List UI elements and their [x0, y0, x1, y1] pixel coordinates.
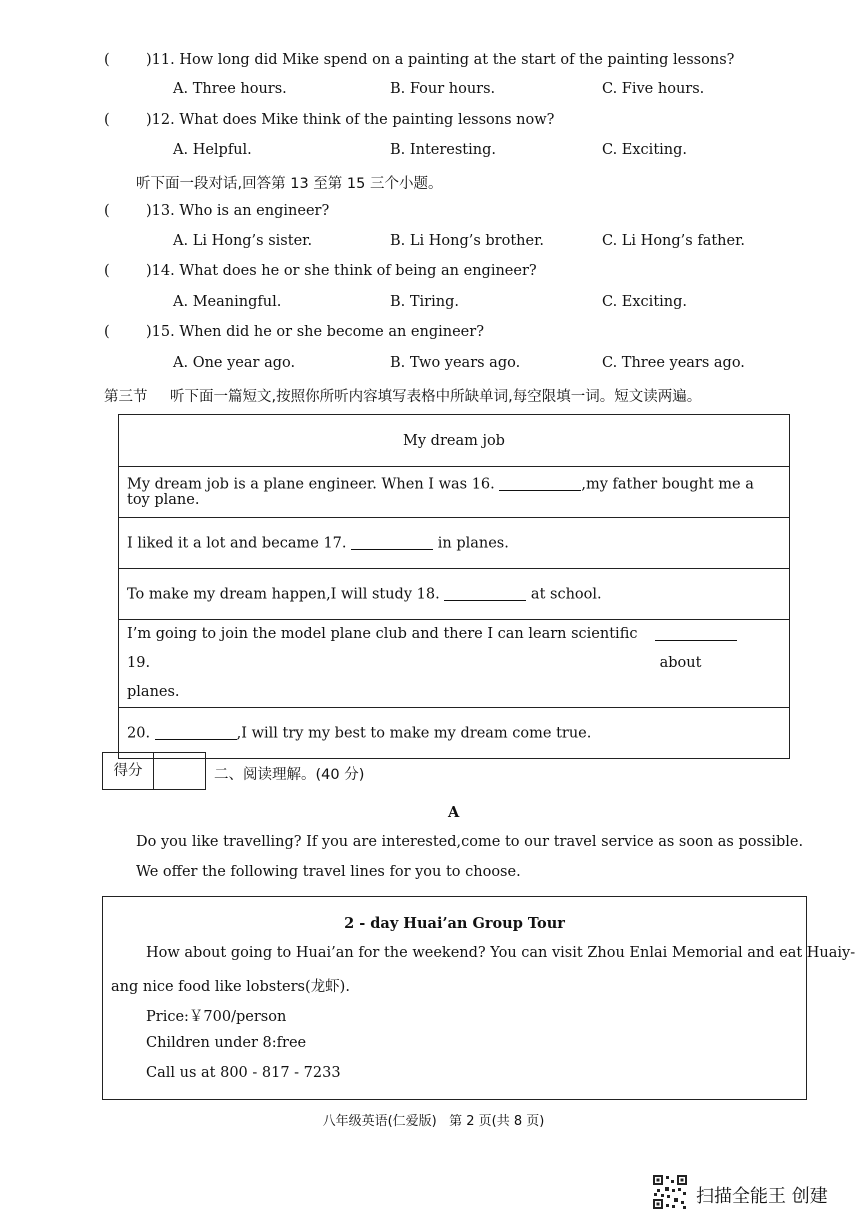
passage-line: We offer the following travel lines for you to choose. [136, 864, 521, 880]
tour-description: ang nice food like lobsters(龙虾). [111, 979, 350, 995]
row-text: planes. [127, 684, 180, 700]
row-text: I liked it a lot and became 17. [127, 535, 347, 552]
option-c: C. Li Hong’s father. [602, 233, 746, 249]
score-label: 得分 [103, 753, 154, 789]
table-row [119, 569, 790, 620]
option-b: B. Tiring. [390, 294, 459, 310]
row-text: I’m going to join the model plane club and there I can learn scientific 19. [127, 626, 638, 671]
blank-19[interactable] [655, 626, 737, 642]
row-text: 20. [127, 725, 151, 742]
question-text: )13. Who is an engineer? [146, 203, 330, 219]
blank-16[interactable] [499, 476, 581, 492]
tour-box [102, 896, 856, 1100]
page-footer: 八年级英语(仁爱版) 第 2 页(共 8 页) [322, 1114, 545, 1129]
tour-children: Children under 8:free [146, 1035, 307, 1051]
row-text: in planes. [437, 535, 509, 552]
option-c: C. Three years ago. [602, 355, 745, 371]
part2-heading: 二、阅读理解。(40 分) [214, 767, 365, 783]
answer-paren[interactable]: ( [104, 112, 110, 128]
blank-20[interactable] [155, 725, 237, 741]
score-box [102, 752, 206, 790]
option-b: B. Two years ago. [390, 355, 521, 371]
blank-18[interactable] [444, 586, 526, 602]
tour-title: 2 - day Huai’an Group Tour [344, 915, 565, 932]
answer-paren[interactable]: ( [104, 52, 110, 68]
section3-label: 第三节 [104, 389, 148, 405]
answer-paren[interactable]: ( [104, 263, 110, 279]
option-a: A. Three hours. [173, 81, 287, 97]
question-text: )15. When did he or she become an engineer? [146, 324, 484, 340]
score-field[interactable] [155, 753, 205, 789]
answer-paren[interactable]: ( [104, 203, 110, 219]
option-a: A. Li Hong’s sister. [173, 233, 313, 249]
tour-description: How about going to Huai’an for the weekend? You can visit Zhou Enlai Memorial and eat Huaiy- [146, 945, 856, 961]
option-a: A. Helpful. [173, 142, 252, 158]
instruction-13-15: 听下面一段对话,回答第 13 至第 15 三个小题。 [136, 176, 443, 192]
answer-paren[interactable]: ( [104, 324, 110, 340]
option-b: B. Four hours. [390, 81, 496, 97]
row-text: ,I will try my best to make my dream come true. [236, 725, 592, 742]
option-b: B. Interesting. [390, 142, 496, 158]
row-text: ,my father bought me a toy plane. [127, 476, 754, 509]
fill-in-table [118, 414, 790, 759]
tour-phone: Call us at 800 - 817 - 7233 [146, 1065, 341, 1081]
row-text: at school. [530, 586, 602, 603]
row-text: My dream job is a plane engineer. When I was 16. [127, 476, 495, 493]
option-a: A. One year ago. [173, 355, 296, 371]
question-text: )12. What does Mike think of the painting lessons now? [146, 112, 555, 128]
tour-price: Price:￥700/person [146, 1009, 287, 1025]
section3-instruction: 听下面一篇短文,按照你所听内容填写表格中所缺单词,每空限填一词。短文读两遍。 [170, 389, 702, 405]
table-row [119, 518, 790, 569]
watermark-text: 扫描全能王 创建 [696, 1186, 828, 1207]
table-title: My dream job [119, 415, 790, 467]
table-row [119, 708, 790, 759]
row-text: about [659, 655, 702, 671]
blank-17[interactable] [351, 535, 433, 551]
option-c: C. Exciting. [602, 142, 688, 158]
passage-letter: A [448, 804, 460, 821]
qr-code-icon [652, 1174, 688, 1210]
row-text: To make my dream happen,I will study 18. [127, 586, 440, 603]
passage-line: Do you like travelling? If you are interested,come to our travel service as soon as possible. [136, 834, 804, 850]
question-text: )11. How long did Mike spend on a painting at the start of the painting lessons? [146, 52, 735, 68]
table-row [119, 467, 790, 518]
option-a: A. Meaningful. [173, 294, 282, 310]
option-b: B. Li Hong’s brother. [390, 233, 545, 249]
option-c: C. Five hours. [602, 81, 705, 97]
table-row [119, 620, 790, 708]
option-c: C. Exciting. [602, 294, 688, 310]
question-text: )14. What does he or she think of being an engineer? [146, 263, 537, 279]
